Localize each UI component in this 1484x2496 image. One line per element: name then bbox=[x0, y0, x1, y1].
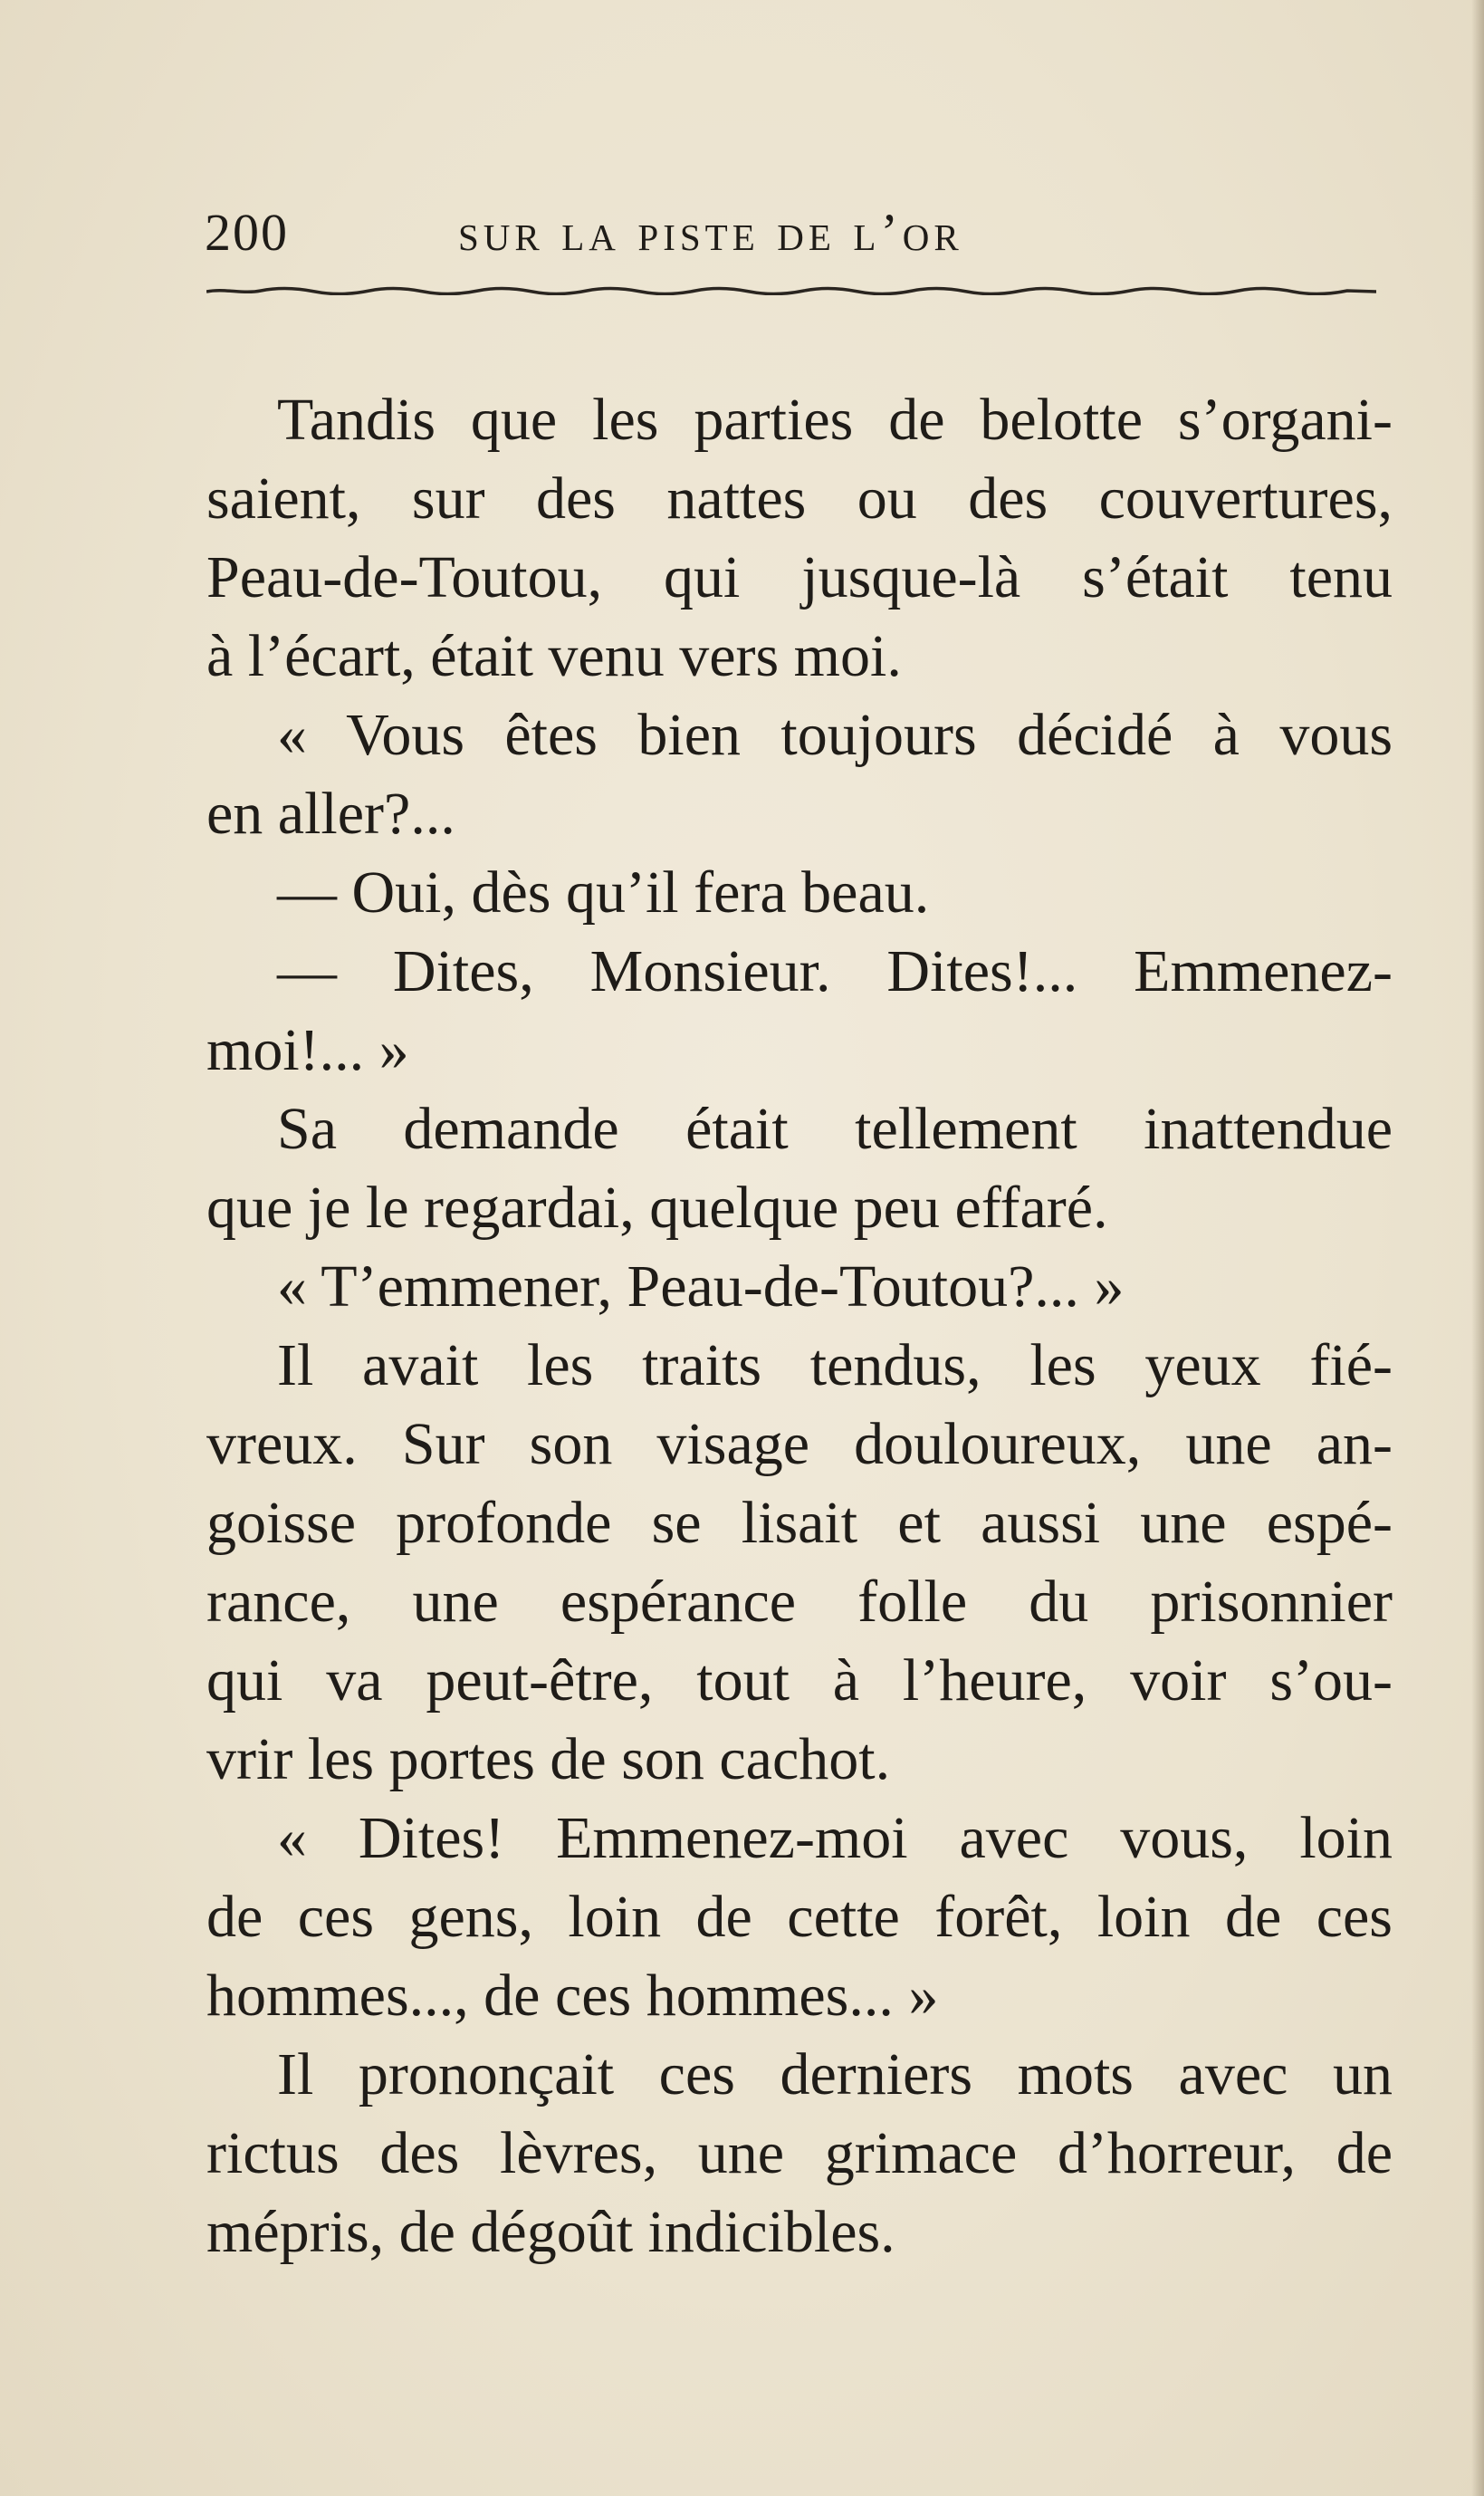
page-edge-shadow bbox=[1471, 0, 1484, 2496]
running-title: sur la piste de l’or bbox=[458, 203, 963, 262]
text-line: rictus des lèvres, une grimace d’horreur, de bbox=[206, 2120, 1393, 2186]
text-line: « Vous êtes bien toujours décidé à vous bbox=[277, 702, 1393, 768]
text-line: goisse profonde se lisait et aussi une espé- bbox=[206, 1490, 1393, 1556]
text-line: — Oui, dès qu’il fera beau. bbox=[277, 859, 930, 926]
text-line: vreux. Sur son visage douloureux, une an- bbox=[206, 1411, 1393, 1477]
text-line: que je le regardai, quelque peu effaré. bbox=[206, 1175, 1108, 1241]
text-line: « Dites! Emmenez-moi avec vous, loin bbox=[277, 1805, 1393, 1871]
text-line: saient, sur des nattes ou des couvertures, bbox=[206, 466, 1393, 532]
text-line: de ces gens, loin de cette forêt, loin de ces bbox=[206, 1884, 1393, 1950]
text-line: Peau-de-Toutou, qui jusque-là s’était tenu bbox=[206, 544, 1393, 610]
text-line: — Dites, Monsieur. Dites!... Emmenez- bbox=[277, 938, 1393, 1004]
text-line: moi!... » bbox=[206, 1017, 409, 1083]
text-line: vrir les portes de son cachot. bbox=[206, 1726, 891, 1792]
text-line: Sa demande était tellement inattendue bbox=[277, 1096, 1393, 1162]
text-line: Tandis que les parties de belotte s’organi- bbox=[277, 387, 1393, 453]
header-rule bbox=[206, 286, 1376, 295]
text-line: hommes..., de ces hommes... » bbox=[206, 1963, 939, 2029]
page-number: 200 bbox=[205, 203, 289, 262]
text-line: qui va peut-être, tout à l’heure, voir s’ou- bbox=[206, 1647, 1393, 1714]
text-line: « T’emmener, Peau-de-Toutou?... » bbox=[277, 1253, 1125, 1320]
text-line: Il avait les traits tendus, les yeux fié- bbox=[277, 1332, 1393, 1398]
text-line: rance, une espérance folle du prisonnier bbox=[206, 1569, 1393, 1635]
text-line: en aller?... bbox=[206, 781, 455, 847]
text-line: mépris, de dégoût indicibles. bbox=[206, 2199, 895, 2265]
body-text bbox=[206, 380, 1393, 2271]
text-line: à l’écart, était venu vers moi. bbox=[206, 623, 902, 689]
text-line: Il prononçait ces derniers mots avec un bbox=[277, 2041, 1393, 2107]
running-header bbox=[205, 201, 1391, 264]
